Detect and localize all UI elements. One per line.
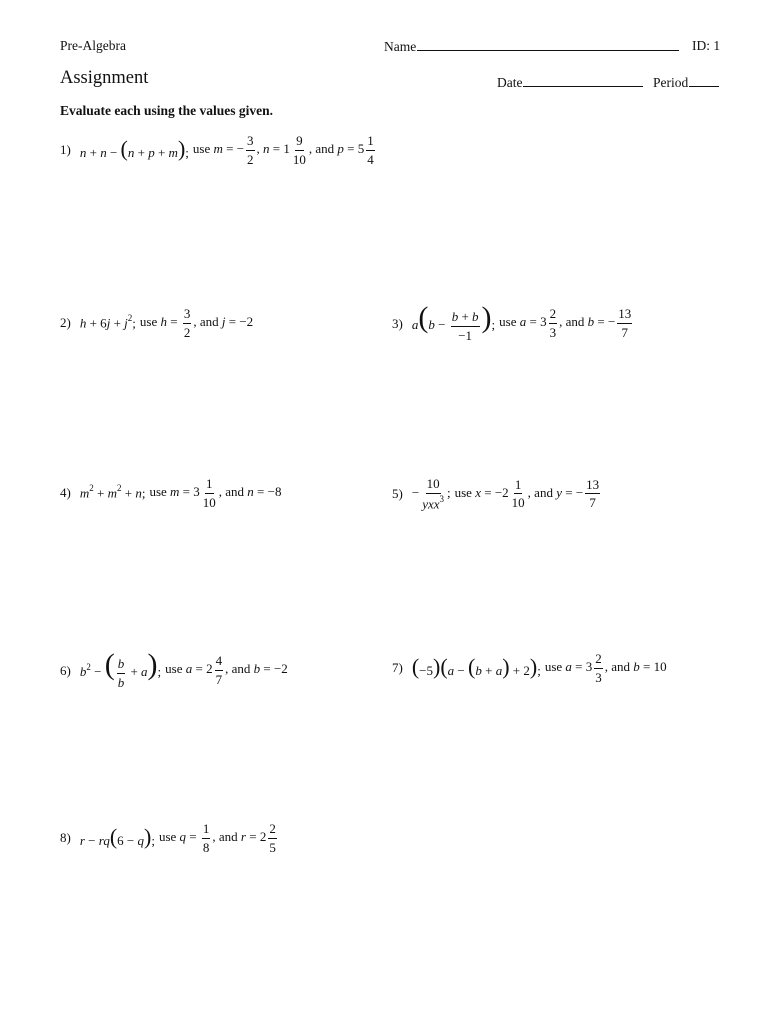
problem-6 (60, 648, 288, 690)
problem-expression: r − rq(6 − q); (79, 824, 155, 850)
name-field (384, 38, 679, 55)
date-label: Date (497, 75, 523, 90)
period-field (653, 74, 719, 91)
instructions: Evaluate each using the values given. (60, 103, 274, 118)
period-label: Period (653, 75, 689, 90)
problem-expression: $m^2 + m^2 + n$; (79, 483, 146, 501)
problem-number: 7) (392, 660, 403, 676)
problem-expression: − $\frac{10}{yxx^3}$ ; (411, 476, 451, 511)
problem-values: use m = − $\frac{3}{2}$ , n = 1 $\frac{9}{10}$ , and p = 5 $\frac{1}{4}$ (192, 133, 374, 167)
problem-expression: $b^2$ − ( $\frac{b}{b}$ + a); (79, 648, 162, 690)
problem-expression: a(b − $\frac{b + b}{-1}$ ); (411, 301, 496, 343)
problem-number: 6) (60, 662, 71, 678)
problem-expression: $h + 6j + j^2$; (79, 313, 136, 331)
problem-2 (60, 307, 253, 339)
problem-4 (60, 477, 281, 509)
date-field (497, 74, 643, 91)
problem-number: 5) (392, 485, 403, 501)
name-blank-line[interactable] (417, 38, 679, 51)
problem-number: 3) (392, 315, 403, 331)
problem-7 (392, 652, 667, 684)
problem-8 (60, 822, 279, 854)
period-blank-line[interactable] (689, 74, 719, 87)
problem-number: 8) (60, 830, 71, 846)
id-label: ID: 1 (692, 38, 721, 53)
name-label: Name (384, 39, 417, 54)
problem-values: use a = 3 $\frac{2}{3}$ , and b = 10 (544, 651, 667, 685)
problem-expression: n + n − (n + p + m); (79, 136, 189, 162)
course-label: Pre-Algebra (60, 38, 126, 53)
problem-number: 2) (60, 315, 71, 331)
problem-number: 4) (60, 485, 71, 501)
page-title: Assignment (60, 68, 149, 88)
problem-3 (392, 301, 634, 343)
problem-values: use a = 3 $\frac{2}{3}$ , and b = − $\frac{13}{7}$ (499, 306, 632, 341)
problem-values: use m = 3 $\frac{1}{10}$ , and n = −8 (149, 476, 282, 510)
problem-number: 1) (60, 142, 71, 158)
problem-values: use a = 2 $\frac{4}{7}$ , and b = −2 (165, 653, 288, 688)
problem-5 (392, 477, 602, 511)
problem-values: use h = $\frac{3}{2}$ , and j = −2 (139, 306, 254, 340)
problem-1 (60, 134, 377, 166)
problem-expression: (−5)(a − (b + a) + 2); (411, 654, 541, 680)
problem-values: use x = −2 $\frac{1}{10}$ , and y = − $\frac{13}{7}$ (454, 476, 600, 511)
date-blank-line[interactable] (523, 74, 643, 87)
problem-values: use q = $\frac{1}{8}$ , and r = 2 $\frac{2}{5}$ (158, 821, 276, 855)
